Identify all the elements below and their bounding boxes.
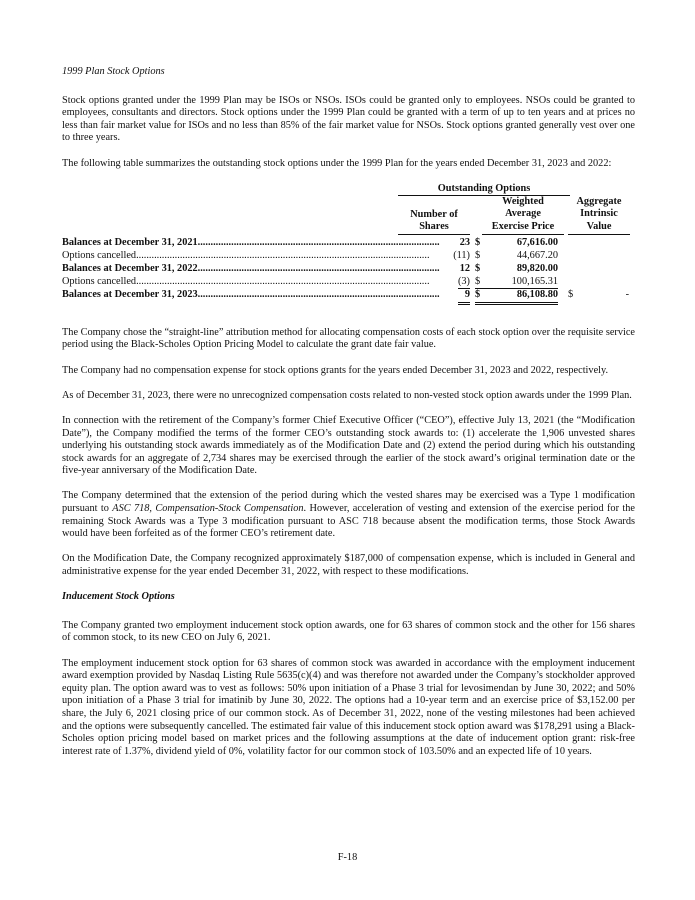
table-row [62,276,635,289]
paragraph-inducement-awards: The Company granted two employment inducement stock option awards, one for 63 shares of common stock and the other for 156 shares of common stock, to its new CEO on July 6, 2021. [62,619,635,644]
row-dollar-sign: $ [475,249,481,261]
row-price: 100,165.31 [511,275,558,287]
stock-options-table [62,183,635,315]
table-row [62,289,635,302]
table-row [62,263,635,276]
row-label: Options cancelled.................................................................................................................. [62,249,430,261]
paragraph-no-compensation: The Company had no compensation expense for stock options grants for the years ended December 31, 2023 and 2022, respectively. [62,364,609,376]
paragraph-unrecognized-costs: As of December 31, 2023, there were no unrecognized compensation costs related to non-vested stock option awards under the 1999 Plan. [62,389,632,401]
row-price: 86,108.80 [516,288,558,300]
row-dollar-sign: $ [475,236,481,248]
row-intrinsic: - [625,288,629,300]
column-header-shares: Number of Shares [398,209,470,235]
document-page [62,66,635,771]
row-label: Balances at December 31, 2022.............................................................................................. [62,262,440,274]
row-dollar-sign: $ [475,275,481,287]
row-shares: (3) [457,275,470,287]
row-price: 44,667.20 [516,249,558,261]
column-header-intrinsic-value: Aggregate Intrinsic Value [568,196,630,235]
paragraph-ceo-retirement: In connection with the retirement of the Company’s former Chief Executive Officer (“CEO”), effective July 13, 2021 (the “Modification Date”), the Company modified the terms of the former CEO’s outstanding stock awards to: (1) accelerate the 1,906 unvested shares underlying his outstanding stock awards immediately as of the Modification Date and (2) extend the period during which his outstanding stock awards for an aggregate of 2,734 shares may be exercised through the earlier of the stock award’s original termination date or the five-year anniversary of the Modification Date. [62,414,635,477]
section-title-inducement: Inducement Stock Options [62,591,175,603]
table-row [62,237,635,250]
page-number: F-18 [337,852,358,863]
total-rule-price [475,302,558,305]
row-dollar-sign: $ [475,288,481,300]
paragraph-plan-description: Stock options granted under the 1999 Plan may be ISOs or NSOs. ISOs could be granted only to employees. NSOs could be granted to employees, consultants and directors. Stock options under the 1999 Plan could be granted with a term of up to ten years and at prices no less than fair market value for ISOs and no less than 85% of the fair market value for NSOs. Stock options granted generally vest over one to three years. [62,94,635,144]
row-label: Balances at December 31, 2023.............................................................................................. [62,288,440,300]
paragraph-modification-type: The Company determined that the extension of the period during which the vested shares may be exercised was a Type 1 modification pursuant to ASC 718, Compensation-Stock Compensation. However, acceleration of vesting and extension of the exercise period for the remaining Stock Awards was a Type 3 modification pursuant to ASC 718 because absent the modification terms, those Stock Awards would have been forfeited as of the former CEO’s retirement date. [62,490,635,540]
row-shares: 23 [459,236,470,248]
column-header-exercise-price: Weighted Average Exercise Price [482,196,564,235]
paragraph-attribution-method: The Company chose the “straight-line” attribution method for allocating compensation costs of each stock option over the requisite service period using the Black-Scholes Option Pricing Model to calculate the grant date fair value. [62,326,635,351]
row-price: 67,616.00 [516,236,558,248]
row-shares: (11) [453,249,470,261]
paragraph-compensation-recognized: On the Modification Date, the Company recognized approximately $187,000 of compensation expense, which is included in General and administrative expense for the year ended December 31, 2022, with respect to these modifications. [62,553,635,578]
paragraph-inducement-details: The employment inducement stock option for 63 shares of common stock was awarded in accordance with the employment inducement award exemption provided by Nasdaq Listing Rule 5635(c)(4) and was therefore not awarded under the Company’s stockholder approved equity plan. The option award was to vest as follows: 50% upon initiation of a Phase 3 trial for levosimendan by June 30, 2022; and 50% upon initiation of a Phase 3 trial for imatinib by June 30, 2022. The options had a 10-year term and an exercise price of $3,152.00 per share, the July 6, 2021 closing price of our common stock. As of December 31, 2022, none of the vesting milestones had been achieved and the options were subsequently cancelled. The estimated fair value of this inducement stock option award was $178,291 using a Black-Scholes option pricing model based on market prices and the following assumptions at the date of inducement option grant: risk-free interest rate of 1.37%, dividend yield of 0%, volatility factor for our common stock of 103.50% and an expected life of 10 years. [62,657,635,757]
row-price: 89,820.00 [516,262,558,274]
row-shares: 12 [459,262,470,274]
table-group-header: Outstanding Options [398,183,570,197]
section-title-1999-plan: 1999 Plan Stock Options [62,66,165,77]
row-label: Balances at December 31, 2021.............................................................................................. [62,236,440,248]
row-dollar-sign: $ [475,262,481,274]
paragraph-table-intro: The following table summarizes the outstanding stock options under the 1999 Plan for the years ended December 31, 2023 and 2022: [62,157,612,169]
row-dollar-sign-intrinsic: $ [568,288,574,300]
row-shares: 9 [464,288,470,300]
total-rule-shares [458,302,470,305]
table-row [62,250,635,263]
row-label: Options cancelled.................................................................................................................. [62,275,430,287]
